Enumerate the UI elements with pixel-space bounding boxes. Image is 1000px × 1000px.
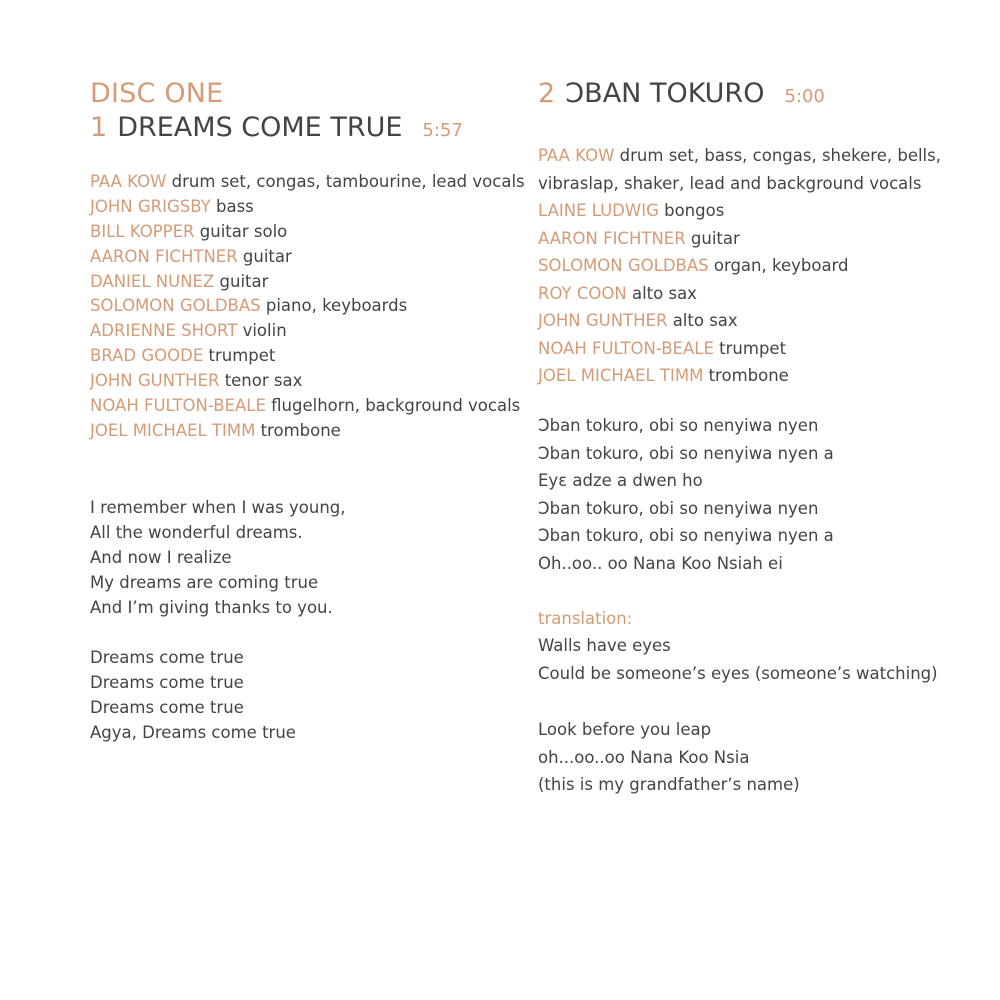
lyric-line: Agya, Dreams come true xyxy=(90,722,296,742)
credit-line xyxy=(90,170,525,195)
lyric-line: Dreams come true xyxy=(90,648,244,667)
musician-role: trombone xyxy=(260,420,341,440)
translation-line: oh...oo..oo Nana Koo Nsia xyxy=(538,747,750,767)
translation-line: (this is my grandfather’s name) xyxy=(538,775,800,794)
translation-lines-2 xyxy=(538,716,800,799)
musician-role: piano, keyboards xyxy=(265,296,408,316)
credit-line xyxy=(538,197,941,225)
musician-role: tenor sax xyxy=(224,371,303,391)
translation-label: translation: xyxy=(538,609,633,628)
musician-role: trombone xyxy=(708,366,789,385)
credit-line xyxy=(538,280,941,308)
track-2-title: ƆBAN TOKURO xyxy=(565,78,765,109)
musician-name: JOEL MICHAEL TIMM xyxy=(538,366,704,385)
musician-name: ROY COON xyxy=(538,283,627,303)
track-2-heading xyxy=(538,78,825,109)
translation-line: Walls have eyes xyxy=(538,636,671,655)
translation-lines xyxy=(538,632,938,687)
lyric-line: All the wonderful dreams. xyxy=(90,522,303,542)
lyric-line: And now I realize xyxy=(90,547,232,567)
lyric-line: My dreams are coming true xyxy=(90,572,319,592)
musician-name: SOLOMON GOLDBAS xyxy=(538,256,709,275)
musician-role: guitar solo xyxy=(199,221,288,241)
credit-line xyxy=(538,362,941,390)
musician-name: SOLOMON GOLDBAS xyxy=(90,296,261,316)
track-2-duration: 5:00 xyxy=(784,86,825,107)
lyric-line: Ɔban tokuro, obi so nenyiwa nyen xyxy=(538,498,819,518)
musician-name: BILL KOPPER xyxy=(90,221,195,241)
credit-line xyxy=(538,307,941,335)
credit-line xyxy=(90,220,525,245)
lyric-line: Ɔban tokuro, obi so nenyiwa nyen xyxy=(538,416,819,435)
musician-name: NOAH FULTON-BEALE xyxy=(90,396,266,416)
musician-name: AARON FICHTNER xyxy=(90,246,238,266)
musician-name: ADRIENNE SHORT xyxy=(90,321,238,341)
credit-line xyxy=(538,225,941,253)
credit-line xyxy=(90,294,525,319)
lyric-line: Oh..oo.. oo Nana Koo Nsiah ei xyxy=(538,553,783,573)
musician-role: guitar xyxy=(242,246,292,266)
track-1-title: DREAMS COME TRUE xyxy=(117,112,403,143)
musician-name: JOHN GUNTHER xyxy=(90,371,220,391)
musician-role: violin xyxy=(242,321,287,341)
musician-role: bass xyxy=(215,196,254,216)
credit-line xyxy=(90,319,525,344)
musician-role: alto sax xyxy=(631,283,697,303)
musician-role: guitar xyxy=(690,228,740,248)
credit-line xyxy=(90,344,525,369)
lyric-line: Dreams come true xyxy=(90,672,244,692)
credit-line xyxy=(538,142,941,170)
lyric-line: Ɔban tokuro, obi so nenyiwa nyen a xyxy=(538,526,834,545)
credit-line xyxy=(538,252,941,280)
translation-line: Could be someone’s eyes (someone’s watching) xyxy=(538,663,938,683)
track-2-lyrics xyxy=(538,412,834,577)
credit-line xyxy=(538,335,941,363)
credit-line xyxy=(90,195,525,220)
translation-label-block xyxy=(538,605,632,633)
musician-role: trumpet xyxy=(208,346,276,366)
disc-label: DISC ONE xyxy=(90,78,224,109)
credit-line xyxy=(90,270,525,295)
musician-role: drum set, bass, congas, shekere, bells, xyxy=(619,146,941,165)
credit-line xyxy=(90,419,525,444)
track-2-credits xyxy=(538,142,941,390)
musician-name: BRAD GOODE xyxy=(90,346,204,366)
musician-name: AARON FICHTNER xyxy=(538,228,686,248)
credit-line xyxy=(90,369,525,394)
musician-name: DANIEL NUNEZ xyxy=(90,271,215,291)
track-1-lyrics-verse xyxy=(90,496,346,620)
track-2-number: 2 xyxy=(538,78,556,109)
track-1-duration: 5:57 xyxy=(422,120,463,141)
lyric-line: And I’m giving thanks to you. xyxy=(90,597,333,617)
track-1-credits xyxy=(90,170,525,444)
lyric-line: Eyɛ adze a dwen ho xyxy=(538,471,703,490)
musician-name: JOHN GRIGSBY xyxy=(90,196,211,216)
translation-line: Look before you leap xyxy=(538,720,712,739)
musician-role: flugelhorn, background vocals xyxy=(271,396,521,416)
musician-role: guitar xyxy=(219,271,269,291)
musician-name: LAINE LUDWIG xyxy=(538,201,659,220)
musician-name: JOEL MICHAEL TIMM xyxy=(90,420,256,440)
credit-line-continued: vibraslap, shaker, lead and background vocals xyxy=(538,173,922,193)
credit-line xyxy=(90,245,525,270)
lyric-line: Dreams come true xyxy=(90,697,244,717)
musician-name: PAA KOW xyxy=(538,146,615,165)
musician-name: JOHN GUNTHER xyxy=(538,311,668,330)
musician-role: bongos xyxy=(664,201,725,220)
musician-role: drum set, congas, tambourine, lead vocals xyxy=(171,172,525,191)
lyric-line: Ɔban tokuro, obi so nenyiwa nyen a xyxy=(538,443,834,463)
track-1-heading xyxy=(90,112,463,143)
musician-name: PAA KOW xyxy=(90,172,167,191)
lyric-line: I remember when I was young, xyxy=(90,498,346,517)
track-1-lyrics-chorus xyxy=(90,646,296,746)
musician-name: NOAH FULTON-BEALE xyxy=(538,338,714,358)
credit-line xyxy=(90,394,525,419)
musician-role: trumpet xyxy=(719,338,787,358)
track-1-number: 1 xyxy=(90,112,108,143)
musician-role: alto sax xyxy=(672,311,738,330)
musician-role: organ, keyboard xyxy=(713,256,849,275)
